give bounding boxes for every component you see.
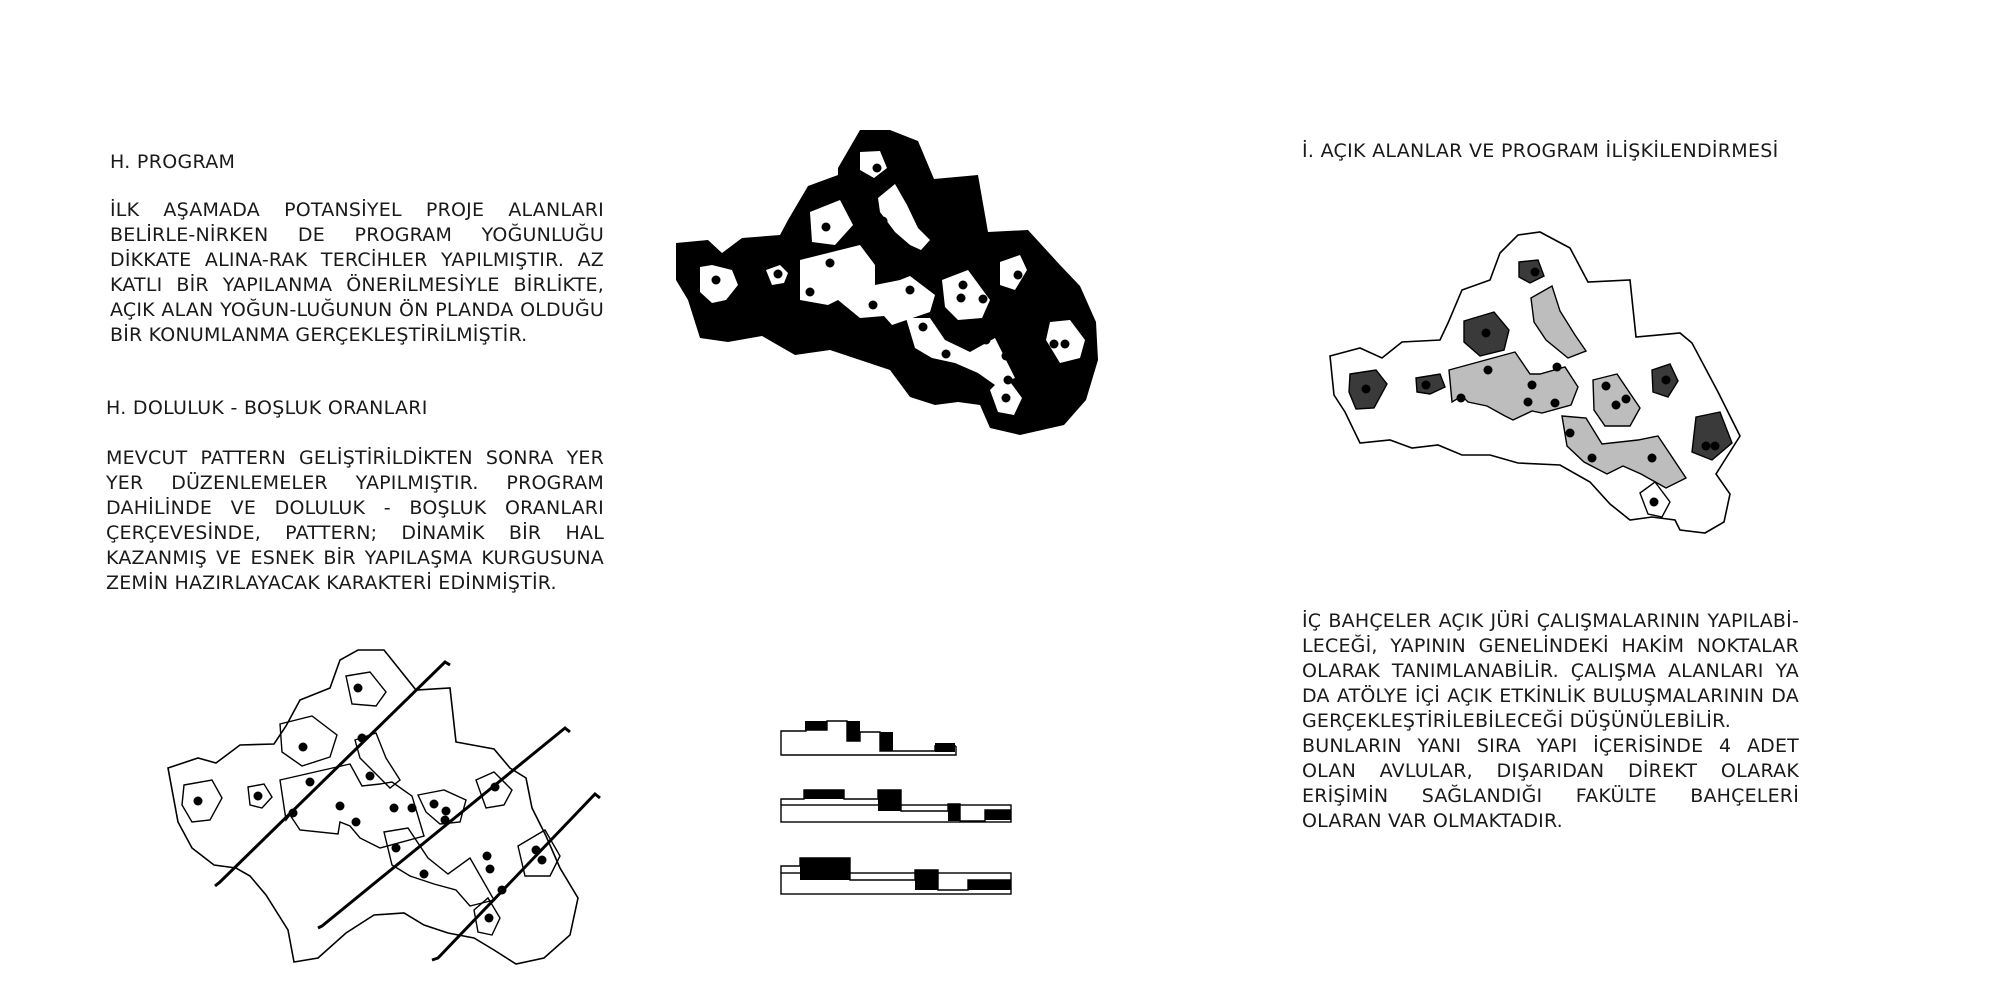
- acik-alanlar-title: İ. AÇIK ALANLAR VE PROGRAM İLİŞKİLENDİRMESİ: [1302, 140, 1779, 162]
- section-profiles: [775, 715, 1025, 900]
- acik-alanlar-paragraph-1: İÇ BAHÇELER AÇIK JÜRİ ÇALIŞMALARININ YAPILABİ-LECEĞİ, YAPININ GENELİNDEKİ HAKİM NOKTALAR OLARAK TANIMLANABİLİR. ÇALIŞMA ALANLARI YA DA ATÖLYE İÇİ AÇIK ETKİNLİK BULUŞMALARININ DA GERÇEKLEŞTİRİLEBİLECEĞİ DÜŞÜNÜLEBİLİR.: [1302, 610, 1799, 732]
- section-line-2: [318, 728, 570, 928]
- pattern-outline: [168, 650, 578, 964]
- doluluk-title: H. DOLULUK - BOŞLUK ORANLARI: [106, 397, 428, 419]
- doluluk-body: [106, 446, 604, 596]
- acik-alanlar-body: [1302, 609, 1799, 834]
- doluluk-paragraph: MEVCUT PATTERN GELİŞTİRİLDİKTEN SONRA YER YER DÜZENLEMELER YAPILMIŞTIR. PROGRAM DAHİLİNDE VE DOLULUK - BOŞLUK ORANLARI ÇERÇEVESİNDE, PATTERN; DİNAMİK BİR HAL KAZANMIŞ VE ESNEK BİR YAPILAŞMA KURGUSUNA ZEMİN HAZIRLAYACAK KARAKTERİ EDİNMİŞTİR.: [106, 447, 604, 594]
- courtyard-outline-6: [280, 764, 424, 848]
- courtyard-outlines: [182, 672, 560, 935]
- figure-ground-diagram: [670, 125, 1110, 445]
- section-line-1: [215, 662, 450, 886]
- open-space-program-diagram: [1320, 230, 1760, 550]
- program-paragraph: İLK AŞAMADA POTANSİYEL PROJE ALANLARI BELİRLE-NİRKEN DE PROGRAM YOĞUNLUĞU DİKKATE ALINA-RAK TERCİHLER YAPILMIŞTIR. AZ KATLI BİR YAPILANMA ÖNERİLMESİYLE BİRLİKTE, AÇIK ALAN YOĞUN-LUĞUNUN ÖN PLANDA OLDUĞU BİR KONUMLANMA GERÇEKLEŞTİRİLMİŞTİR.: [110, 199, 604, 346]
- section-lines-diagram: [160, 640, 610, 980]
- program-body: [110, 198, 604, 348]
- solid-mass: [676, 130, 1098, 435]
- program-title: H. PROGRAM: [110, 151, 236, 173]
- courtyard-outline-3: [280, 716, 337, 766]
- profile-2: [781, 790, 1011, 822]
- profile-3: [781, 858, 1011, 894]
- courtyard-outline-4: [346, 672, 386, 706]
- profile-1: [781, 721, 956, 755]
- acik-alanlar-paragraph-2: BUNLARIN YANI SIRA YAPI İÇERİSİNDE 4 ADET OLAN AVLULAR, DIŞARIDAN DİREKT OLARAK ERİŞİMİN SAĞLANDIĞI FAKÜLTE BAHÇELERİ OLARAN VAR OLMAKTADIR.: [1302, 735, 1799, 832]
- courtyard-outline-9: [384, 828, 494, 906]
